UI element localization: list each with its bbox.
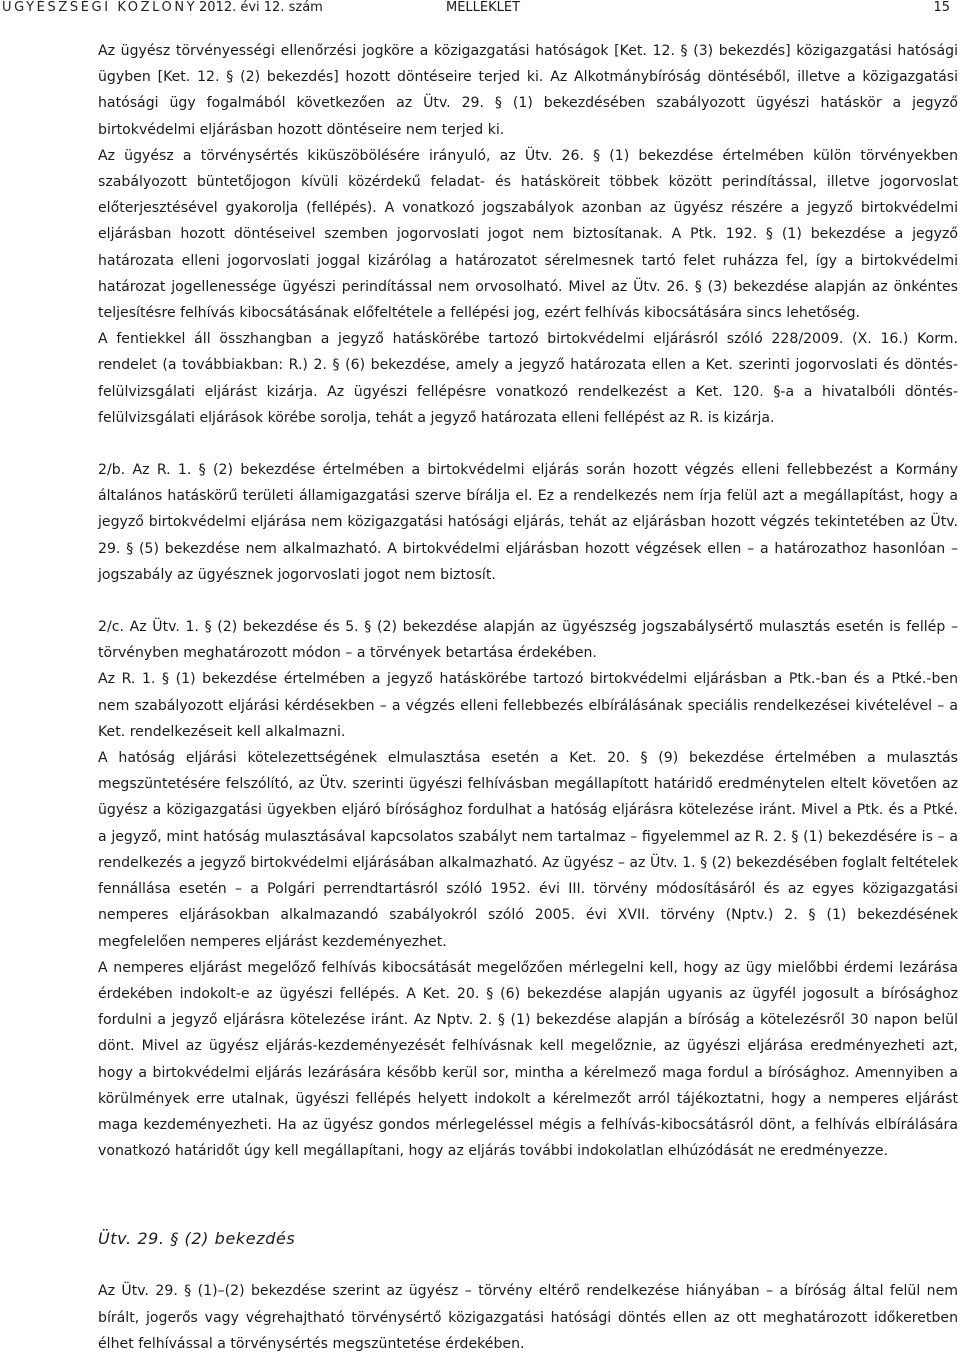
paragraph: A fentiekkel áll összhangban a jegyző hatáskörébe tartozó birtokvédelmi eljárásról szóló 228/2009. (X. 16.) Korm. rendelet (a továbbiakban: R.) 2. § (6) bekezdése, amely a jegyző határozata ellen a Ket. szerinti jogorvoslati és döntés-felülvizsgálati eljárást kizárja. Az ügyészi fellépésre vonatkozó rendelkezést a Ket. 120. §-a a hivatalbóli döntés-felülvizsgálati eljárások körébe sorolja, tehát a jegyző határozata elleni fellépést az R. is kizárja. <box>98 331 958 426</box>
paragraph: Az R. 1. § (1) bekezdése értelmében a jegyző hatáskörébe tartozó birtokvédelmi eljárásban a Ptk.-ban és a Ptké.-ben nem szabályozott eljárási kérdésekben – a végzés elleni fellebbezés elbírálásának speciális rendelkezései kivételével – a Ket. rendelkezéseit kell alkalmazni. <box>98 671 958 740</box>
document-body <box>98 38 958 1357</box>
spacer <box>98 588 958 614</box>
paragraph: A nemperes eljárást megelőző felhívás kibocsátását megelőzően mérlegelni kell, hogy az ügy mielőbbi érdemi lezárása érdekében indokolt-e az ügyészi fellépés. A Ket. 20. § (6) bekezdése alapján ugyanis az ügyfél jogosult a bírósághoz fordulni a jegyző eljárásra kötelezése iránt. Az Nptv. 2. § (1) bekezdése alapján a bíróság a kötelezésről 30 napon belül dönt. Mivel az ügyész eljárás-kezdeményezését felhívásnak kell megelőznie, az ügyészi eljárása eredményezheti azt, hogy a birtokvédelmi eljárás lezárására később kerül sor, mintha a kérelmező maga fordul a bírósághoz. Amennyiben a körülmények erre utalnak, ügyészi fellépés helyett indokolt a kérelmezőt arról tájékoztatni, hogy a nemperes eljárást maga kezdeményezheti. Ha az ügyész gondos mérlegeléssel mégis a felhívás-kibocsátásról dönt, a felhívás elbírálására vonatkozó határidőt úgy kell megállapítani, hogy az eljárás további indokolatlan elhúzódását ne eredményezze. <box>98 959 958 1160</box>
issue-info: 2012. évi 12. szám <box>199 0 323 15</box>
spacer <box>98 1164 958 1226</box>
paragraph: 2/c. Az Ütv. 1. § (2) bekezdése és 5. § (2) bekezdése alapján az ügyészség jogszabálysértő mulasztás esetén is fellép – törvényben meghatározott módon – a törvények betartása érdekében. <box>98 619 958 662</box>
paragraph: Az ügyész törvényességi ellenőrzési jogköre a közigazgatási hatóságok [Ket. 12. § (3) bekezdés] közigazgatási hatósági ügyben [Ket. 12. § (2) bekezdés] hozott döntéseire terjed ki. Az Alkotmánybíróság döntéséből, illetve a közigazgatási hatósági ügy fogalmából következően az Ütv. 29. § (1) bekezdésében szabályozott ügyészi hatáskör a jegyző birtokvédelmi eljárásban hozott döntéseire nem terjed ki. <box>98 43 958 138</box>
spacer <box>98 431 958 457</box>
page-number: 15 <box>933 0 950 15</box>
paragraph: Az Ütv. 29. § (1)–(2) bekezdése szerint az ügyész – törvény eltérő rendelkezése hiányában – a bíróság által felül nem bírált, jogerős vagy végrehajtható törvénysértő közigazgatási hatósági döntés ellen az ott meghatározott időkeretben élhet felhívással a törvénysértés megszüntetése érdekében. <box>98 1283 958 1352</box>
paragraph: 2/b. Az R. 1. § (2) bekezdése értelmében a birtokvédelmi eljárás során hozott végzés elleni fellebbezést a Kormány általános hatáskörű területi államigazgatási szerve bírálja el. Ez a rendelkezés nem írja felül azt a megállapítást, hogy a jegyző birtokvédelmi eljárása nem közigazgatási hatósági eljárás, tehát az eljárásban hozott végzés tekintetében az Ütv. 29. § (5) bekezdése nem alkalmazható. A birtokvédelmi eljárásban hozott végzések ellen – a határozathoz hasonlóan – jogszabály az ügyésznek jogorvoslati jogot nem biztosít. <box>98 462 958 583</box>
paragraph: A hatóság eljárási kötelezettségének elmulasztása esetén a Ket. 20. § (9) bekezdése értelmében a mulasztás megszüntetésére felszólító, az Ütv. szerinti ügyészi felhívásban megállapított határidő eredménytelen eltelt követően az ügyész a közigazgatási ügyekben eljáró bírósághoz fordulhat a hatóság eljárásra kötelezése iránt. Mivel a Ptk. és a Ptké. a jegyző, mint hatóság mulasztásával kapcsolatos szabályt nem tartalmaz – figyelemmel az R. 2. § (1) bekezdésére is – a rendelkezés a jegyző birtokvédelmi eljárásában alkalmazható. Az ügyész – az Ütv. 1. § (2) bekezdésében foglalt feltételek fennállása esetén – a Polgári perrendtartásról szóló 1952. évi III. törvény módosításáról és az egyes közigazgatási nemperes eljárásokban alkalmazandó szabályokról szóló 2005. évi XVII. törvény (Nptv.) 2. § (1) bekezdésének megfelelően nemperes eljárást kezdeményezhet. <box>98 750 958 950</box>
section-label: MELLÉKLET <box>446 0 521 15</box>
journal-title: ÜGYÉSZSÉGI KÖZLÖNY <box>2 0 198 15</box>
page-header <box>0 0 960 20</box>
section-heading: Ütv. 29. § (2) bekezdés <box>98 1229 296 1249</box>
paragraph: Az ügyész a törvénysértés kiküszöbölésére irányuló, az Ütv. 26. § (1) bekezdése értelmében külön törvényekben szabályozott büntetőjogon kívüli közérdekű feladat- és hatásköreit többek között perindítással, illetve jogorvoslat előterjesztésével gyakorolja (fellépés). A vonatkozó jogszabályok azonban az ügyész részére a jegyző birtokvédelmi eljárásban hozott döntéseivel szemben jogorvoslati jogot nem biztosítanak. A Ptk. 192. § (1) bekezdése a jegyző határozata elleni jogorvoslati joggal kizárólag a határozatot sérelmesnek tartó felet ruházza fel, így a birtokvédelmi határozat jogellenessége ügyészi perindítással nem orvosolható. Mivel az Ütv. 26. § (3) bekezdése alapján az önkéntes teljesítésre felhívás kibocsátásának előfeltétele a fellépési jog, ezért felhívás kibocsátására sincs lehetőség. <box>98 147 958 322</box>
spacer <box>98 1252 958 1278</box>
